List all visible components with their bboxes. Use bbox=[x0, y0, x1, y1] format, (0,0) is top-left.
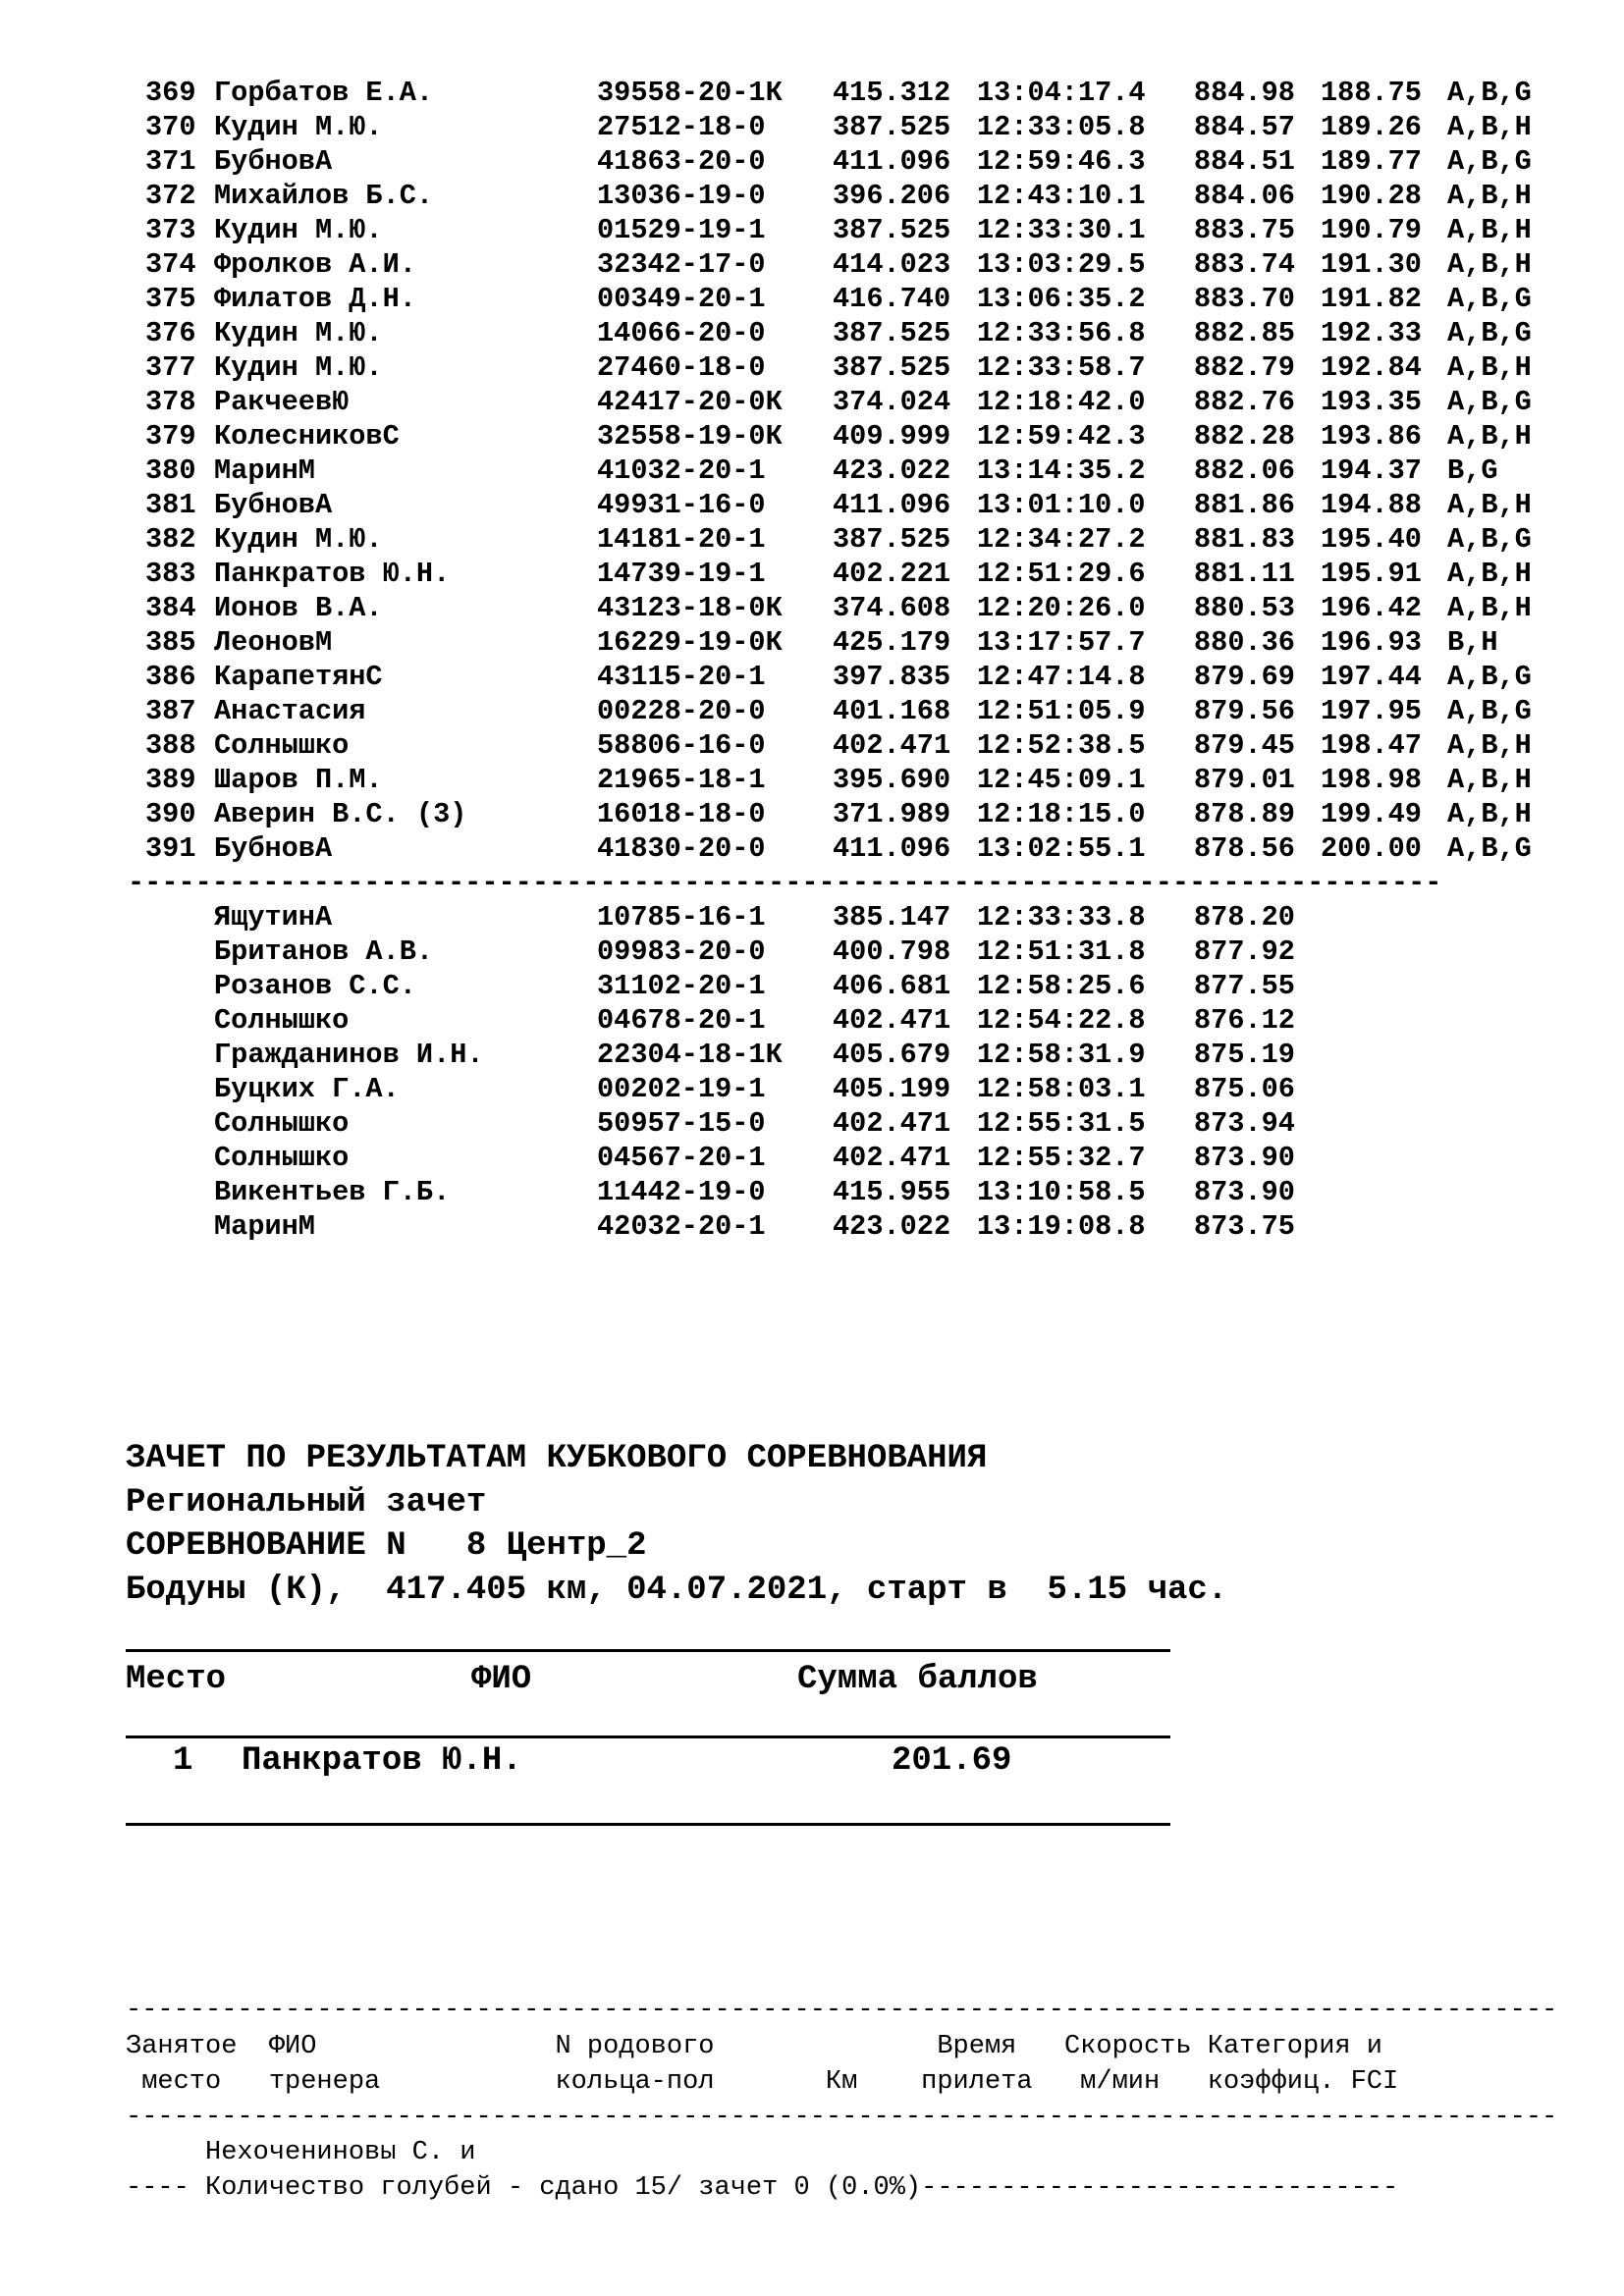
ring-cell: 00349-20-1 bbox=[597, 283, 766, 315]
ring-cell: 41830-20-0 bbox=[597, 832, 766, 865]
time-cell: 12:33:05.8 bbox=[977, 111, 1146, 143]
place-cell: 385 bbox=[145, 626, 196, 659]
result-name: Панкратов Ю.Н. bbox=[242, 1742, 522, 1780]
time-cell: 13:02:55.1 bbox=[977, 832, 1146, 865]
name-cell: Солнышко bbox=[214, 1004, 350, 1037]
time-cell: 12:43:10.1 bbox=[977, 180, 1146, 212]
name-cell: БубновА bbox=[214, 832, 333, 865]
place-cell: 390 bbox=[145, 798, 196, 830]
ring-cell: 10785-16-1 bbox=[597, 901, 766, 934]
points-cell: 198.47 bbox=[1321, 729, 1422, 762]
speed-cell: 873.90 bbox=[1194, 1176, 1295, 1208]
ring-cell: 14739-19-1 bbox=[597, 558, 766, 590]
place-cell: 382 bbox=[145, 523, 196, 556]
table-row bbox=[145, 213, 1579, 247]
km-cell: 423.022 bbox=[833, 1210, 951, 1243]
table-row bbox=[145, 694, 1579, 728]
unranked-results-table bbox=[145, 900, 1579, 1244]
name-cell: Кудин М.Ю. bbox=[214, 351, 383, 384]
category-cell: A,B,H bbox=[1447, 214, 1532, 246]
points-cell: 189.77 bbox=[1321, 145, 1422, 178]
km-cell: 387.525 bbox=[833, 214, 951, 246]
speed-cell: 883.74 bbox=[1194, 248, 1295, 281]
time-cell: 13:04:17.4 bbox=[977, 77, 1146, 109]
name-cell: МаринМ bbox=[214, 1210, 315, 1243]
table-rule-top bbox=[126, 1649, 1170, 1652]
ring-cell: 27512-18-0 bbox=[597, 111, 766, 143]
ring-cell: 22304-18-1К bbox=[597, 1039, 783, 1071]
time-cell: 12:58:03.1 bbox=[977, 1073, 1146, 1105]
points-cell: 197.95 bbox=[1321, 695, 1422, 727]
place-cell: 372 bbox=[145, 180, 196, 212]
name-cell: Панкратов Ю.Н. bbox=[214, 558, 451, 590]
speed-cell: 884.98 bbox=[1194, 77, 1295, 109]
table-row bbox=[145, 1106, 1579, 1141]
table-row bbox=[145, 316, 1579, 350]
place-cell: 376 bbox=[145, 317, 196, 349]
km-cell: 409.999 bbox=[833, 420, 951, 453]
time-cell: 12:51:31.8 bbox=[977, 935, 1146, 968]
table-row bbox=[145, 1209, 1579, 1244]
bottom-header-line1: Занятое ФИО N родового Время Скорость Категория и bbox=[126, 2032, 1383, 2061]
table-row bbox=[145, 625, 1579, 660]
ring-cell: 11442-19-0 bbox=[597, 1176, 766, 1208]
km-cell: 425.179 bbox=[833, 626, 951, 659]
name-cell: Анастасия bbox=[214, 695, 366, 727]
time-cell: 13:06:35.2 bbox=[977, 283, 1146, 315]
ring-cell: 50957-15-0 bbox=[597, 1107, 766, 1140]
name-cell: Кудин М.Ю. bbox=[214, 317, 383, 349]
km-cell: 411.096 bbox=[833, 832, 951, 865]
speed-cell: 879.01 bbox=[1194, 764, 1295, 796]
category-cell: A,B,H bbox=[1447, 180, 1532, 212]
table-row bbox=[145, 591, 1579, 625]
table-row bbox=[145, 1175, 1579, 1209]
km-cell: 387.525 bbox=[833, 523, 951, 556]
table-row bbox=[145, 797, 1579, 831]
speed-cell: 884.51 bbox=[1194, 145, 1295, 178]
col-header-name: ФИО bbox=[471, 1661, 532, 1698]
place-cell: 383 bbox=[145, 558, 196, 590]
category-cell: A,B,G bbox=[1447, 695, 1532, 727]
name-cell: Британов А.В. bbox=[214, 935, 434, 968]
table-row bbox=[145, 385, 1579, 419]
ring-cell: 42417-20-0К bbox=[597, 386, 783, 418]
points-cell: 189.26 bbox=[1321, 111, 1422, 143]
name-cell: Солнышко bbox=[214, 1142, 350, 1174]
category-cell: A,B,G bbox=[1447, 832, 1532, 865]
category-cell: A,B,G bbox=[1447, 317, 1532, 349]
place-cell: 386 bbox=[145, 661, 196, 693]
table-row bbox=[145, 454, 1579, 488]
table-row bbox=[145, 934, 1579, 969]
points-cell: 195.91 bbox=[1321, 558, 1422, 590]
time-cell: 12:34:27.2 bbox=[977, 523, 1146, 556]
table-row bbox=[145, 247, 1579, 282]
place-cell: 379 bbox=[145, 420, 196, 453]
speed-cell: 881.11 bbox=[1194, 558, 1295, 590]
points-cell: 190.28 bbox=[1321, 180, 1422, 212]
points-cell: 193.35 bbox=[1321, 386, 1422, 418]
speed-cell: 884.06 bbox=[1194, 180, 1295, 212]
place-cell: 378 bbox=[145, 386, 196, 418]
table-row bbox=[145, 1038, 1579, 1072]
points-cell: 192.33 bbox=[1321, 317, 1422, 349]
time-cell: 12:47:14.8 bbox=[977, 661, 1146, 693]
speed-cell: 880.53 bbox=[1194, 592, 1295, 624]
name-cell: Розанов С.С. bbox=[214, 970, 416, 1002]
speed-cell: 873.75 bbox=[1194, 1210, 1295, 1243]
time-cell: 12:18:15.0 bbox=[977, 798, 1146, 830]
time-cell: 12:52:38.5 bbox=[977, 729, 1146, 762]
time-cell: 12:55:32.7 bbox=[977, 1142, 1146, 1174]
ring-cell: 42032-20-1 bbox=[597, 1210, 766, 1243]
place-cell: 387 bbox=[145, 695, 196, 727]
km-cell: 411.096 bbox=[833, 145, 951, 178]
speed-cell: 879.45 bbox=[1194, 729, 1295, 762]
result-place: 1 bbox=[173, 1742, 193, 1780]
place-cell: 380 bbox=[145, 454, 196, 487]
km-cell: 406.681 bbox=[833, 970, 951, 1002]
ring-cell: 58806-16-0 bbox=[597, 729, 766, 762]
speed-cell: 873.94 bbox=[1194, 1107, 1295, 1140]
bottom-dash-top: ------------------------------------------------------------------------------------------ bbox=[126, 1996, 1558, 2025]
km-cell: 402.471 bbox=[833, 729, 951, 762]
km-cell: 387.525 bbox=[833, 351, 951, 384]
category-cell: A,B,G bbox=[1447, 661, 1532, 693]
place-cell: 384 bbox=[145, 592, 196, 624]
category-cell: A,B,H bbox=[1447, 764, 1532, 796]
speed-cell: 878.89 bbox=[1194, 798, 1295, 830]
points-cell: 194.37 bbox=[1321, 454, 1422, 487]
col-header-sum: Сумма баллов bbox=[797, 1661, 1038, 1698]
ring-cell: 14181-20-1 bbox=[597, 523, 766, 556]
speed-cell: 878.20 bbox=[1194, 901, 1295, 934]
place-cell: 370 bbox=[145, 111, 196, 143]
name-cell: Кудин М.Ю. bbox=[214, 111, 383, 143]
name-cell: Фролков А.И. bbox=[214, 248, 416, 281]
points-cell: 191.30 bbox=[1321, 248, 1422, 281]
points-cell: 200.00 bbox=[1321, 832, 1422, 865]
ring-cell: 41032-20-1 bbox=[597, 454, 766, 487]
ring-cell: 13036-19-0 bbox=[597, 180, 766, 212]
table-row bbox=[145, 831, 1579, 866]
bottom-header-line2: место тренера кольца-пол Км прилета м/мин коэффиц. FCI bbox=[126, 2067, 1399, 2097]
name-cell: Солнышко bbox=[214, 729, 350, 762]
pigeon-count-line: ---- Количество голубей - сдано 15/ зачет 0 (0.0%)------------------------------ bbox=[126, 2173, 1399, 2203]
cup-subtitle: Региональный зачет bbox=[126, 1484, 487, 1522]
category-cell: A,B,G bbox=[1447, 283, 1532, 315]
speed-cell: 882.76 bbox=[1194, 386, 1295, 418]
table-row bbox=[145, 522, 1579, 557]
table-row bbox=[145, 488, 1579, 522]
table-row bbox=[145, 763, 1579, 797]
table-row bbox=[145, 728, 1579, 763]
speed-cell: 873.90 bbox=[1194, 1142, 1295, 1174]
trainer-name: Нехочениновы С. и bbox=[126, 2138, 476, 2167]
name-cell: БубновА bbox=[214, 489, 333, 521]
name-cell: РакчеевЮ bbox=[214, 386, 350, 418]
name-cell: Ионов В.А. bbox=[214, 592, 383, 624]
speed-cell: 882.06 bbox=[1194, 454, 1295, 487]
speed-cell: 879.56 bbox=[1194, 695, 1295, 727]
table-row bbox=[145, 660, 1579, 694]
name-cell: МаринМ bbox=[214, 454, 315, 487]
table-row bbox=[145, 1003, 1579, 1038]
km-cell: 387.525 bbox=[833, 317, 951, 349]
time-cell: 12:51:05.9 bbox=[977, 695, 1146, 727]
name-cell: ЯщутинА bbox=[214, 901, 333, 934]
name-cell: Буцких Г.А. bbox=[214, 1073, 400, 1105]
place-cell: 369 bbox=[145, 77, 196, 109]
km-cell: 371.989 bbox=[833, 798, 951, 830]
category-cell: A,B,H bbox=[1447, 111, 1532, 143]
separator-line: ------------------------------------------------------------------------------ bbox=[128, 867, 1442, 899]
time-cell: 12:58:25.6 bbox=[977, 970, 1146, 1002]
time-cell: 12:51:29.6 bbox=[977, 558, 1146, 590]
ring-cell: 01529-19-1 bbox=[597, 214, 766, 246]
points-cell: 199.49 bbox=[1321, 798, 1422, 830]
place-cell: 377 bbox=[145, 351, 196, 384]
time-cell: 12:45:09.1 bbox=[977, 764, 1146, 796]
speed-cell: 882.28 bbox=[1194, 420, 1295, 453]
speed-cell: 877.55 bbox=[1194, 970, 1295, 1002]
points-cell: 195.40 bbox=[1321, 523, 1422, 556]
category-cell: A,B,H bbox=[1447, 489, 1532, 521]
ring-cell: 43115-20-1 bbox=[597, 661, 766, 693]
ring-cell: 41863-20-0 bbox=[597, 145, 766, 178]
name-cell: КарапетянС bbox=[214, 661, 383, 693]
ring-cell: 49931-16-0 bbox=[597, 489, 766, 521]
category-cell: A,B,H bbox=[1447, 351, 1532, 384]
time-cell: 13:01:10.0 bbox=[977, 489, 1146, 521]
category-cell: A,B,G bbox=[1447, 386, 1532, 418]
category-cell: A,B,G bbox=[1447, 145, 1532, 178]
place-cell: 374 bbox=[145, 248, 196, 281]
km-cell: 402.471 bbox=[833, 1142, 951, 1174]
speed-cell: 880.36 bbox=[1194, 626, 1295, 659]
ring-cell: 43123-18-0К bbox=[597, 592, 783, 624]
table-row bbox=[145, 282, 1579, 316]
speed-cell: 883.75 bbox=[1194, 214, 1295, 246]
time-cell: 12:20:26.0 bbox=[977, 592, 1146, 624]
km-cell: 385.147 bbox=[833, 901, 951, 934]
category-cell: A,B,H bbox=[1447, 798, 1532, 830]
km-cell: 402.471 bbox=[833, 1107, 951, 1140]
speed-cell: 882.85 bbox=[1194, 317, 1295, 349]
speed-cell: 878.56 bbox=[1194, 832, 1295, 865]
km-cell: 415.955 bbox=[833, 1176, 951, 1208]
time-cell: 12:33:58.7 bbox=[977, 351, 1146, 384]
time-cell: 12:59:42.3 bbox=[977, 420, 1146, 453]
table-row bbox=[145, 1072, 1579, 1106]
points-cell: 198.98 bbox=[1321, 764, 1422, 796]
km-cell: 400.798 bbox=[833, 935, 951, 968]
category-cell: A,B,G bbox=[1447, 523, 1532, 556]
name-cell: Кудин М.Ю. bbox=[214, 523, 383, 556]
ring-cell: 39558-20-1К bbox=[597, 77, 783, 109]
table-row bbox=[145, 900, 1579, 934]
points-cell: 188.75 bbox=[1321, 77, 1422, 109]
points-cell: 193.86 bbox=[1321, 420, 1422, 453]
competition-number: СОРЕВНОВАНИЕ N 8 Центр_2 bbox=[126, 1527, 647, 1565]
ring-cell: 31102-20-1 bbox=[597, 970, 766, 1002]
place-cell: 389 bbox=[145, 764, 196, 796]
table-rule-bottom bbox=[126, 1823, 1170, 1826]
name-cell: КолесниковС bbox=[214, 420, 400, 453]
name-cell: Гражданинов И.Н. bbox=[214, 1039, 484, 1071]
time-cell: 13:03:29.5 bbox=[977, 248, 1146, 281]
ring-cell: 14066-20-0 bbox=[597, 317, 766, 349]
km-cell: 401.168 bbox=[833, 695, 951, 727]
table-row bbox=[145, 1141, 1579, 1175]
km-cell: 396.206 bbox=[833, 180, 951, 212]
ring-cell: 04678-20-1 bbox=[597, 1004, 766, 1037]
place-cell: 381 bbox=[145, 489, 196, 521]
ring-cell: 32342-17-0 bbox=[597, 248, 766, 281]
place-cell: 373 bbox=[145, 214, 196, 246]
km-cell: 374.608 bbox=[833, 592, 951, 624]
table-row bbox=[145, 110, 1579, 144]
category-cell: A,B,H bbox=[1447, 729, 1532, 762]
table-row bbox=[145, 144, 1579, 179]
km-cell: 414.023 bbox=[833, 248, 951, 281]
points-cell: 191.82 bbox=[1321, 283, 1422, 315]
km-cell: 374.024 bbox=[833, 386, 951, 418]
speed-cell: 884.57 bbox=[1194, 111, 1295, 143]
time-cell: 12:54:22.8 bbox=[977, 1004, 1146, 1037]
speed-cell: 876.12 bbox=[1194, 1004, 1295, 1037]
points-cell: 194.88 bbox=[1321, 489, 1422, 521]
speed-cell: 883.70 bbox=[1194, 283, 1295, 315]
category-cell: A,B,H bbox=[1447, 592, 1532, 624]
points-cell: 190.79 bbox=[1321, 214, 1422, 246]
points-cell: 196.93 bbox=[1321, 626, 1422, 659]
time-cell: 13:14:35.2 bbox=[977, 454, 1146, 487]
name-cell: Филатов Д.Н. bbox=[214, 283, 416, 315]
category-cell: A,B,G bbox=[1447, 77, 1532, 109]
result-sum: 201.69 bbox=[892, 1742, 1012, 1780]
points-cell: 196.42 bbox=[1321, 592, 1422, 624]
km-cell: 423.022 bbox=[833, 454, 951, 487]
km-cell: 402.221 bbox=[833, 558, 951, 590]
time-cell: 12:55:31.5 bbox=[977, 1107, 1146, 1140]
ring-cell: 04567-20-1 bbox=[597, 1142, 766, 1174]
km-cell: 416.740 bbox=[833, 283, 951, 315]
speed-cell: 881.86 bbox=[1194, 489, 1295, 521]
time-cell: 12:33:30.1 bbox=[977, 214, 1146, 246]
category-cell: B,H bbox=[1447, 626, 1498, 659]
time-cell: 12:33:56.8 bbox=[977, 317, 1146, 349]
speed-cell: 882.79 bbox=[1194, 351, 1295, 384]
ring-cell: 21965-18-1 bbox=[597, 764, 766, 796]
name-cell: Аверин В.С. (3) bbox=[214, 798, 467, 830]
ring-cell: 27460-18-0 bbox=[597, 351, 766, 384]
table-row bbox=[145, 76, 1579, 110]
table-row bbox=[145, 969, 1579, 1003]
km-cell: 387.525 bbox=[833, 111, 951, 143]
table-row bbox=[145, 179, 1579, 213]
ring-cell: 00228-20-0 bbox=[597, 695, 766, 727]
table-row bbox=[145, 557, 1579, 591]
time-cell: 13:19:08.8 bbox=[977, 1210, 1146, 1243]
category-cell: A,B,H bbox=[1447, 420, 1532, 453]
bottom-dash-mid: ------------------------------------------------------------------------------------------ bbox=[126, 2103, 1558, 2132]
ring-cell: 32558-19-0К bbox=[597, 420, 783, 453]
ranked-results-table bbox=[145, 76, 1579, 866]
name-cell: Кудин М.Ю. bbox=[214, 214, 383, 246]
speed-cell: 879.69 bbox=[1194, 661, 1295, 693]
km-cell: 405.199 bbox=[833, 1073, 951, 1105]
name-cell: Михайлов Б.С. bbox=[214, 180, 434, 212]
km-cell: 397.835 bbox=[833, 661, 951, 693]
km-cell: 415.312 bbox=[833, 77, 951, 109]
time-cell: 12:58:31.9 bbox=[977, 1039, 1146, 1071]
table-rule-mid bbox=[126, 1735, 1170, 1738]
ring-cell: 16018-18-0 bbox=[597, 798, 766, 830]
place-cell: 375 bbox=[145, 283, 196, 315]
km-cell: 411.096 bbox=[833, 489, 951, 521]
speed-cell: 881.83 bbox=[1194, 523, 1295, 556]
km-cell: 402.471 bbox=[833, 1004, 951, 1037]
table-row bbox=[145, 350, 1579, 385]
name-cell: ЛеоновМ bbox=[214, 626, 333, 659]
col-header-place: Место bbox=[126, 1661, 227, 1698]
name-cell: Солнышко bbox=[214, 1107, 350, 1140]
points-cell: 197.44 bbox=[1321, 661, 1422, 693]
time-cell: 12:33:33.8 bbox=[977, 901, 1146, 934]
speed-cell: 877.92 bbox=[1194, 935, 1295, 968]
km-cell: 395.690 bbox=[833, 764, 951, 796]
place-cell: 388 bbox=[145, 729, 196, 762]
category-cell: B,G bbox=[1447, 454, 1498, 487]
name-cell: Викентьев Г.Б. bbox=[214, 1176, 451, 1208]
ring-cell: 16229-19-0К bbox=[597, 626, 783, 659]
speed-cell: 875.19 bbox=[1194, 1039, 1295, 1071]
place-cell: 371 bbox=[145, 145, 196, 178]
time-cell: 13:17:57.7 bbox=[977, 626, 1146, 659]
race-info: Бодуны (К), 417.405 км, 04.07.2021, старт в 5.15 час. bbox=[126, 1572, 1228, 1609]
ring-cell: 00202-19-1 bbox=[597, 1073, 766, 1105]
speed-cell: 875.06 bbox=[1194, 1073, 1295, 1105]
km-cell: 405.679 bbox=[833, 1039, 951, 1071]
name-cell: Горбатов Е.А. bbox=[214, 77, 434, 109]
place-cell: 391 bbox=[145, 832, 196, 865]
time-cell: 12:18:42.0 bbox=[977, 386, 1146, 418]
cup-title: ЗАЧЕТ ПО РЕЗУЛЬТАТАМ КУБКОВОГО СОРЕВНОВАНИЯ bbox=[126, 1440, 988, 1477]
category-cell: A,B,H bbox=[1447, 558, 1532, 590]
table-row bbox=[145, 419, 1579, 454]
name-cell: БубновА bbox=[214, 145, 333, 178]
ring-cell: 09983-20-0 bbox=[597, 935, 766, 968]
name-cell: Шаров П.М. bbox=[214, 764, 383, 796]
category-cell: A,B,H bbox=[1447, 248, 1532, 281]
points-cell: 192.84 bbox=[1321, 351, 1422, 384]
time-cell: 12:59:46.3 bbox=[977, 145, 1146, 178]
time-cell: 13:10:58.5 bbox=[977, 1176, 1146, 1208]
